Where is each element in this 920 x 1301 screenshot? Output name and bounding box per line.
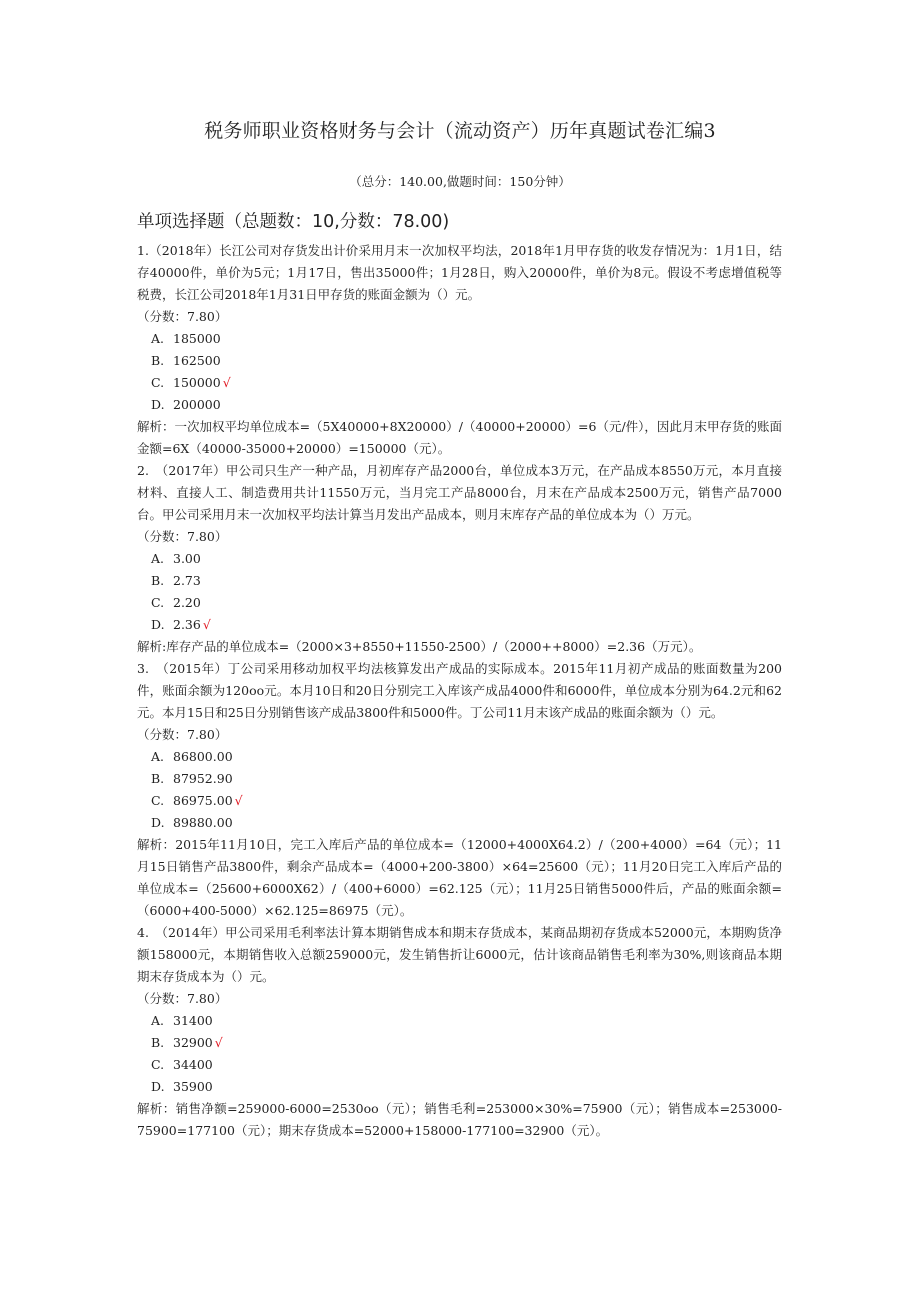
answer-analysis: 解析：2015年11月10日，完工入库后产品的单位成本=（12000+4000X64.2）/（200+4000）=64（元）；11月15日销售产品3800件，剩余产品成本=（4000+200-3800）×64=25600（元）；11月20日完工入库后产品的单位成本=（25600+6000X62）/（400+6000）=62.125（元）；11月25日销售5000件后，产品的账面余额=（6000+400-5000）×62.125=86975（元）。 [137,837,782,918]
question-score: （分数：7.80） [137,529,228,544]
option-letter: C. [151,793,165,808]
option-value: 2.73 [173,573,201,588]
question-1 [137,240,782,460]
option-value: 86800.00 [173,749,233,764]
correct-check-mark: √ [214,1035,223,1050]
option-value: 150000 [173,375,221,390]
option-a [137,548,782,570]
question-score: （分数：7.80） [137,727,228,742]
option-letter: C. [151,1057,165,1072]
question-score: （分数：7.80） [137,991,228,1006]
question-3 [137,658,782,922]
question-4 [137,922,782,1142]
question-2 [137,460,782,658]
option-value: 2.36 [173,617,201,632]
option-c [137,592,782,614]
question-text: 4. （2014年）甲公司采用毛利率法计算本期销售成本和期末存货成本，某商品期初存货成本52000元，本期购货净额158000元，本期销售收入总额259000元，发生销售折让6000元，估计该商品销售毛利率为30%,则该商品本期期末存货成本为（）元。 [137,925,782,984]
answer-analysis: 解析:库存产品的单位成本=（2000×3+8550+11550-2500）/（2000++8000）=2.36（万元）。 [137,639,702,654]
option-letter: A. [151,551,165,566]
option-value: 32900 [173,1035,213,1050]
option-c [137,372,782,394]
option-letter: D. [151,1079,165,1094]
option-value: 89880.00 [173,815,233,830]
correct-check-mark: √ [202,617,211,632]
option-value: 86975.00 [173,793,233,808]
option-letter: A. [151,1013,165,1028]
exam-meta: （总分：140.00,做题时间：150分钟） [349,174,571,189]
answer-analysis: 解析：销售净额=259000-6000=2530oo（元）；销售毛利=253000×30%=75900（元）；销售成本=253000-75900=177100（元）；期末存货成本=52000+158000-177100=32900（元）。 [137,1101,782,1138]
question-text: 3. （2015年）丁公司采用移动加权平均法核算发出产成品的实际成本。2015年11月初产成品的账面数量为200件，账面余额为120oo元。本月10日和20日分别完工入库该产成品4000件和6000件，单位成本分别为64.2元和62元。本月15日和25日分别销售该产成品3800件和5000件。丁公司11月末该产成品的账面余额为（）元。 [137,661,782,720]
option-b [137,350,782,372]
option-a [137,746,782,768]
option-d [137,614,782,636]
option-value: 34400 [173,1057,213,1072]
option-c [137,1054,782,1076]
option-letter: A. [151,331,165,346]
correct-check-mark: √ [234,793,243,808]
option-value: 87952.90 [173,771,233,786]
question-text: 1.（2018年）长江公司对存货发出计价采用月末一次加权平均法，2018年1月甲存货的收发存情况为：1月1日，结存40000件，单价为5元；1月17日，售出35000件；1月28日，购入20000件，单价为8元。假设不考虑增值税等税费，长江公司2018年1月31日甲存货的账面金额为（）元。 [137,243,782,302]
option-letter: D. [151,397,165,412]
option-d [137,1076,782,1098]
question-score: （分数：7.80） [137,309,228,324]
option-b [137,570,782,592]
option-c [137,790,782,812]
option-d [137,394,782,416]
option-value: 185000 [173,331,221,346]
section-heading: 单项选择题（总题数：10,分数：78.00) [137,212,450,232]
answer-analysis: 解析：一次加权平均单位成本=（5X40000+8X20000）/（40000+20000）=6（元/件），因此月末甲存货的账面金额=6X（40000-35000+20000）=150000（元）。 [137,419,782,456]
option-value: 2.20 [173,595,201,610]
option-a [137,328,782,350]
question-list [137,240,782,1142]
page-title: 税务师职业资格财务与会计（流动资产）历年真题试卷汇编3 [204,120,716,142]
option-letter: A. [151,749,165,764]
option-letter: D. [151,815,165,830]
option-letter: B. [151,1035,165,1050]
option-value: 162500 [173,353,221,368]
question-text: 2. （2017年）甲公司只生产一种产品，月初库存产品2000台，单位成本3万元，在产品成本8550万元，本月直接材料、直接人工、制造费用共计11550万元，当月完工产品8000台，月末在产品成本2500万元，销售产品7000台。甲公司采用月末一次加权平均法计算当月发出产品成本，则月末库存产品的单位成本为（）万元。 [137,463,782,522]
option-letter: D. [151,617,165,632]
option-value: 3.00 [173,551,201,566]
option-letter: B. [151,573,165,588]
option-a [137,1010,782,1032]
option-b [137,1032,782,1054]
option-b [137,768,782,790]
option-letter: C. [151,375,165,390]
correct-check-mark: √ [222,375,231,390]
option-d [137,812,782,834]
option-value: 31400 [173,1013,213,1028]
option-letter: B. [151,771,165,786]
option-letter: C. [151,595,165,610]
option-value: 35900 [173,1079,213,1094]
option-letter: B. [151,353,165,368]
option-value: 200000 [173,397,221,412]
